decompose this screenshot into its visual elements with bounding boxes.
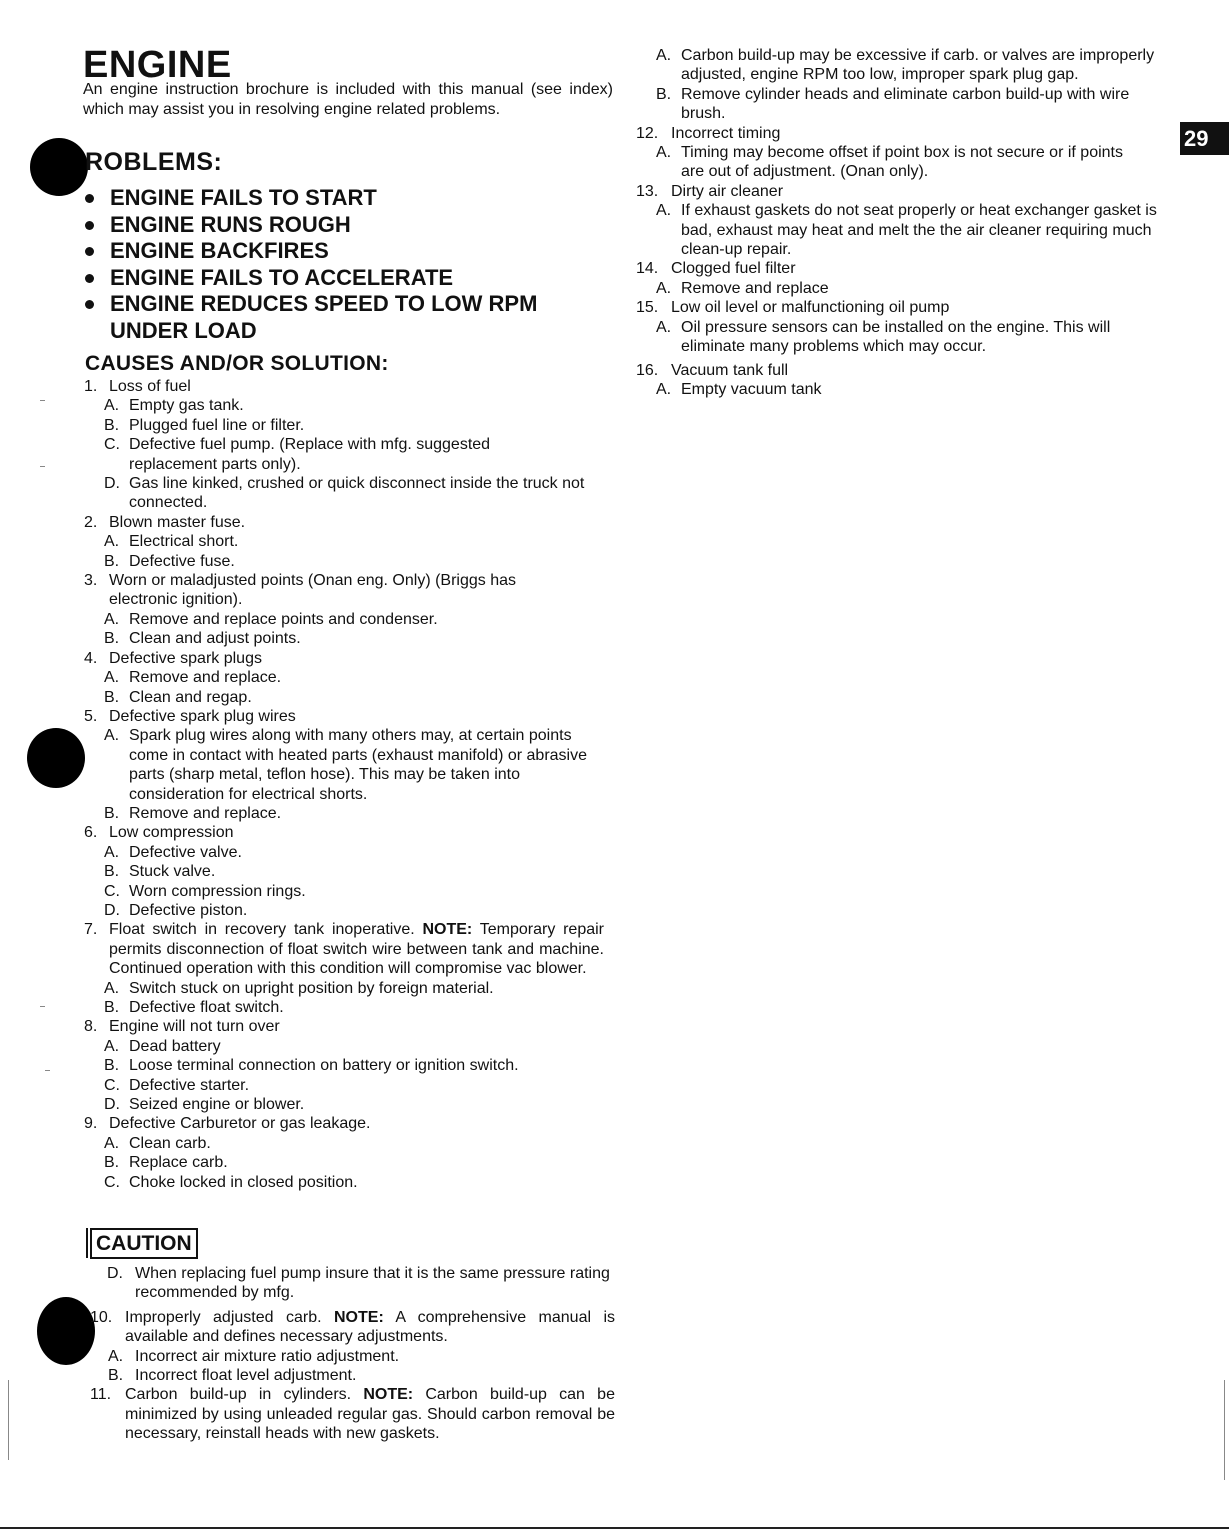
scan-mark bbox=[40, 400, 45, 401]
page-number-tab: 29 bbox=[1180, 122, 1229, 155]
cause-item-6: 6. Low compression A. Defective valve. B. Stuck valve. C. Worn compression rings. D. Defective piston. bbox=[84, 824, 306, 919]
cause-item-16: 16. Vacuum tank full A. Empty vacuum tank bbox=[636, 361, 822, 398]
causes-left-column bbox=[84, 377, 604, 1192]
causes-left-column-continued: D. When replacing fuel pump insure that it is the same pressure rating recommended by mfg. 10. Improperly adjusted carb. NOTE: A comprehensive manual is available and defines necessary adjustments. A. Incorrect air mixture ratio adjustment. B. Incorrect float level adjustment. 11. Carbon build-up in cylinders. NOTE: Carbon build-up can be minimized by using unleaded regular gas. Should carbon removal be necessary, reinstall heads with new gaskets. bbox=[90, 1265, 616, 1443]
punch-hole-middle bbox=[27, 728, 85, 788]
problem-item: ENGINE BACKFIRES bbox=[85, 238, 630, 265]
punch-hole-bottom bbox=[37, 1297, 95, 1365]
scan-mark bbox=[40, 1006, 45, 1007]
problem-item: ENGINE FAILS TO START bbox=[85, 185, 630, 212]
problems-heading: ROBLEMS: bbox=[85, 148, 223, 176]
cause-item-10: 10. Improperly adjusted carb. NOTE: A comprehensive manual is available and defines necessary adjustments. A. Incorrect air mixture ratio adjustment. B. Incorrect float level adjustment. bbox=[90, 1308, 616, 1385]
intro-paragraph: An engine instruction brochure is included with this manual (see index) which may assist you in resolving engine related problems. bbox=[83, 81, 613, 118]
causes-heading: CAUSES AND/OR SOLUTION: bbox=[85, 352, 389, 375]
cause-item-3: 3. Worn or maladjusted points (Onan eng. Only) (Briggs has electronic ignition). A. Remove and replace points and condenser. B. Clean and adjust points. bbox=[84, 572, 517, 648]
scan-mark bbox=[40, 466, 45, 467]
caution-label: CAUTION bbox=[90, 1228, 198, 1259]
scan-mark bbox=[8, 1380, 9, 1460]
cause-item-5: 5. Defective spark plug wires A. Spark plug wires along with many others may, at certain points come in contact with heated parts (exhaust manifold) or abrasive parts (sharp metal, teflon hose). This may be taken into consideration for electrical shorts. B. Remove and replace. bbox=[84, 707, 588, 822]
problem-item: ENGINE FAILS TO ACCELERATE bbox=[85, 265, 630, 292]
problems-list bbox=[85, 185, 630, 344]
problem-item: ENGINE REDUCES SPEED TO LOW RPM UNDER LOAD bbox=[85, 291, 580, 344]
causes-right-column: A. Carbon build-up may be excessive if carb. or valves are improperly adjusted, engine RPM too low, improper spark plug gap. B. Remove cylinder heads and eliminate carbon build-up with wire brush. 12. Incorrect timing A. Timing may become offset if point box is not secure or if points are out of adjustment. (Onan only). 13. Dirty air cleaner A. If exhaust gaskets do not seat properly or heat exchanger gasket is bad, exhaust may heat and melt the the air cleaner requiring much clean-up repair. 14. Clogged fuel filter A. Remove and replace 15. Low oil level or malfunctioning oil pump A. Oil pressure sensors can be installed on the engine. This will eliminate many problems which may occur. 16. Vacuum tank full A. Empty vacuum tank bbox=[636, 46, 1166, 399]
bottom-rule bbox=[0, 1527, 1229, 1529]
cause-item-15: 15. Low oil level or malfunctioning oil pump A. Oil pressure sensors can be installed on the engine. This will eliminate many problems which may occur. bbox=[636, 299, 1111, 356]
cause-item-1: 1. Loss of fuel A. Empty gas tank. B. Plugged fuel line or filter. C. Defective fuel pump. (Replace with mfg. suggested replacement parts only). D. Gas line kinked, crushed or quick disconnect inside the truck not connected. bbox=[84, 378, 585, 512]
cause-item-2: 2. Blown master fuse. A. Electrical short. B. Defective fuse. bbox=[84, 513, 246, 570]
problem-item: ENGINE RUNS ROUGH bbox=[85, 212, 630, 239]
cause-item-8: 8. Engine will not turn over A. Dead battery B. Loose terminal connection on battery or ignition switch. C. Defective starter. D. Seized engine or blower. bbox=[84, 1018, 519, 1114]
scan-mark bbox=[45, 1070, 50, 1071]
cause-item-13: 13. Dirty air cleaner A. If exhaust gaskets do not seat properly or heat exchanger gasket is bad, exhaust may heat and melt the the air cleaner requiring much clean-up repair. bbox=[636, 182, 1157, 259]
scan-mark bbox=[1224, 1380, 1225, 1480]
cause-item-4: 4. Defective spark plugs A. Remove and replace. B. Clean and regap. bbox=[84, 649, 282, 706]
punch-hole-top bbox=[30, 138, 88, 196]
cause-item-14: 14. Clogged fuel filter A. Remove and replace bbox=[636, 260, 829, 297]
cause-item-11: 11. Carbon build-up in cylinders. NOTE: Carbon build-up can be minimized by using unleaded regular gas. Should carbon removal be necessary, reinstall heads with new gaskets. bbox=[90, 1386, 615, 1443]
page-title: ENGINE bbox=[83, 44, 232, 86]
cause-item-9: 9. Defective Carburetor or gas leakage. A. Clean carb. B. Replace carb. C. Choke locked in closed position. bbox=[84, 1115, 371, 1191]
cause-item-7: 7. Float switch in recovery tank inoperative. NOTE: Temporary repair permits disconnection of float switch wire between tank and machine. Continued operation with this condition will compromise vac blower. A. Switch stuck on upright position by foreign material. B. Defective float switch. bbox=[84, 921, 605, 1016]
cause-item-12: 12. Incorrect timing A. Timing may become offset if point box is not secure or if points are out of adjustment. (Onan only). bbox=[636, 124, 1123, 181]
